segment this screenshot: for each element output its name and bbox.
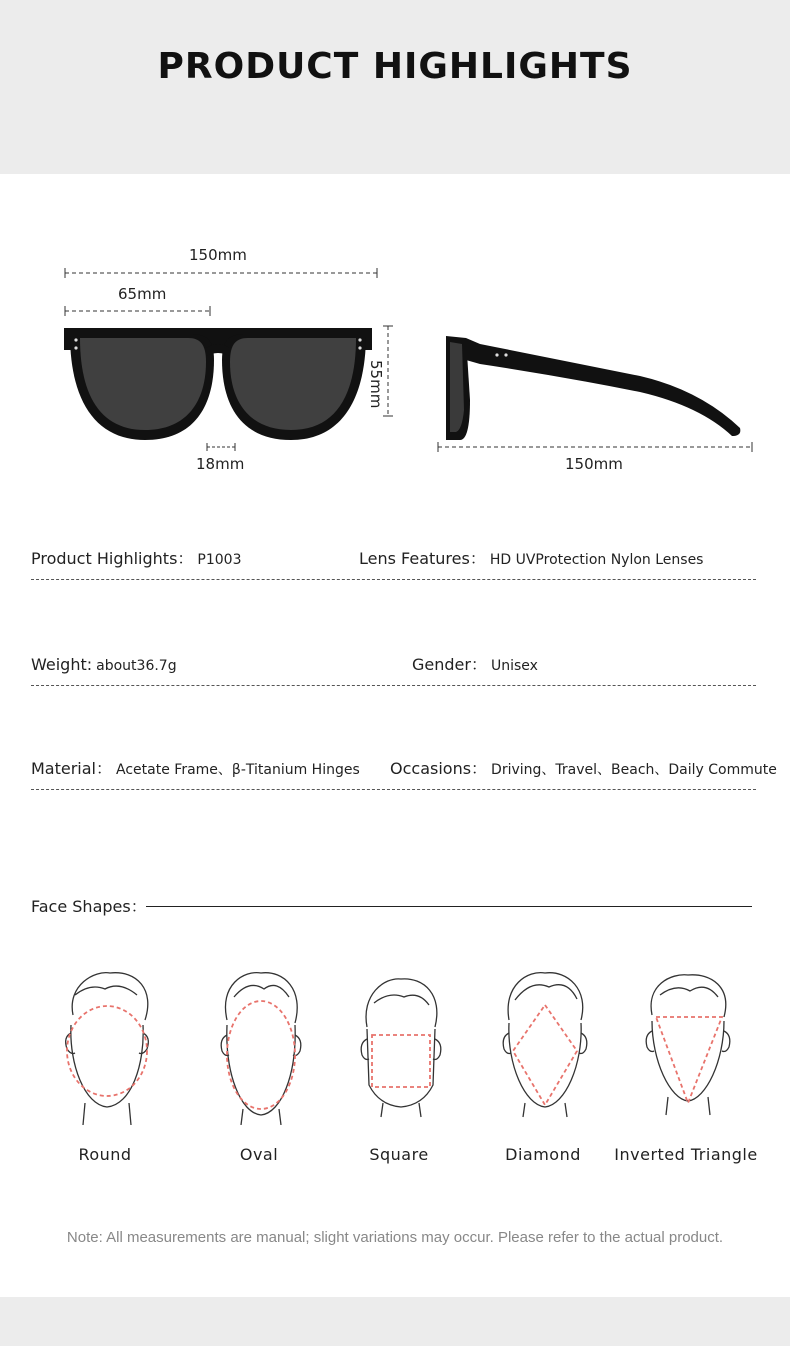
spec-label: Occasions： (390, 759, 488, 778)
bridge-width-label: 18mm (196, 455, 245, 473)
sunglasses-dimensions-illustration (0, 230, 790, 490)
diamond-face-icon (483, 965, 603, 1125)
spec-label: Gender： (412, 655, 487, 674)
total-width-dimension-line (65, 268, 377, 278)
spec-label: Material： (31, 759, 113, 778)
spec-label: Weight: (31, 655, 93, 674)
side-view-glasses (446, 336, 740, 440)
spec-value: about36.7g (96, 658, 177, 674)
spec-occasions (390, 756, 777, 779)
face-shape-label: Diamond (505, 1145, 581, 1164)
spec-lens (359, 546, 703, 569)
face-shape-diamond (473, 965, 613, 1164)
round-face-icon (45, 965, 165, 1125)
spec-value: Unisex (490, 658, 538, 674)
temple-length-dimension-line (438, 442, 752, 452)
front-view-glasses (64, 328, 372, 440)
face-shape-square (329, 965, 469, 1164)
footer-band (0, 1297, 790, 1346)
spec-product (31, 546, 242, 569)
header-band (0, 0, 790, 174)
dimension-diagram (0, 230, 790, 490)
measurement-note: Note: All measurements are manual; slight variations may occur. Please refer to the actual product. (66, 1229, 724, 1246)
spec-label: Product Highlights： (31, 549, 194, 568)
square-face-icon (339, 965, 459, 1125)
spec-value: HD UVProtection Nylon Lenses (489, 552, 704, 568)
face-shape-round (35, 965, 175, 1164)
lens-width-dimension-line (65, 306, 210, 316)
page-title: PRODUCT HIGHLIGHTS (157, 46, 633, 87)
spec-weight (31, 655, 177, 675)
spec-label: Lens Features： (359, 549, 486, 568)
spec-value: Driving、Travel、Beach、Daily Commute (491, 762, 777, 778)
spec-row-2 (31, 646, 756, 686)
face-shape-inverted-triangle (611, 965, 761, 1164)
face-shape-label: Round (78, 1145, 132, 1164)
spec-value: P1003 (197, 552, 242, 568)
lens-height-label: 55mm (367, 360, 385, 409)
temple-length-label: 150mm (565, 455, 623, 473)
spec-material (31, 756, 360, 779)
spec-row-3 (31, 750, 777, 790)
face-shape-label: Oval (239, 1145, 279, 1164)
spec-gender (412, 652, 538, 675)
lens-width-label: 65mm (118, 285, 167, 303)
face-shapes-divider (146, 906, 752, 907)
bridge-dimension-line (207, 443, 235, 451)
spec-value: Acetate Frame、β-Titanium Hinges (116, 762, 360, 778)
oval-face-icon (199, 965, 319, 1125)
total-width-label: 150mm (189, 246, 247, 264)
face-shape-oval (189, 965, 329, 1164)
face-shape-label: Square (369, 1145, 429, 1164)
spec-row-1 (31, 540, 756, 580)
inverted-triangle-face-icon (626, 965, 746, 1125)
face-shape-label: Inverted Triangle (614, 1145, 758, 1164)
face-shapes-heading: Face Shapes： (31, 897, 147, 916)
